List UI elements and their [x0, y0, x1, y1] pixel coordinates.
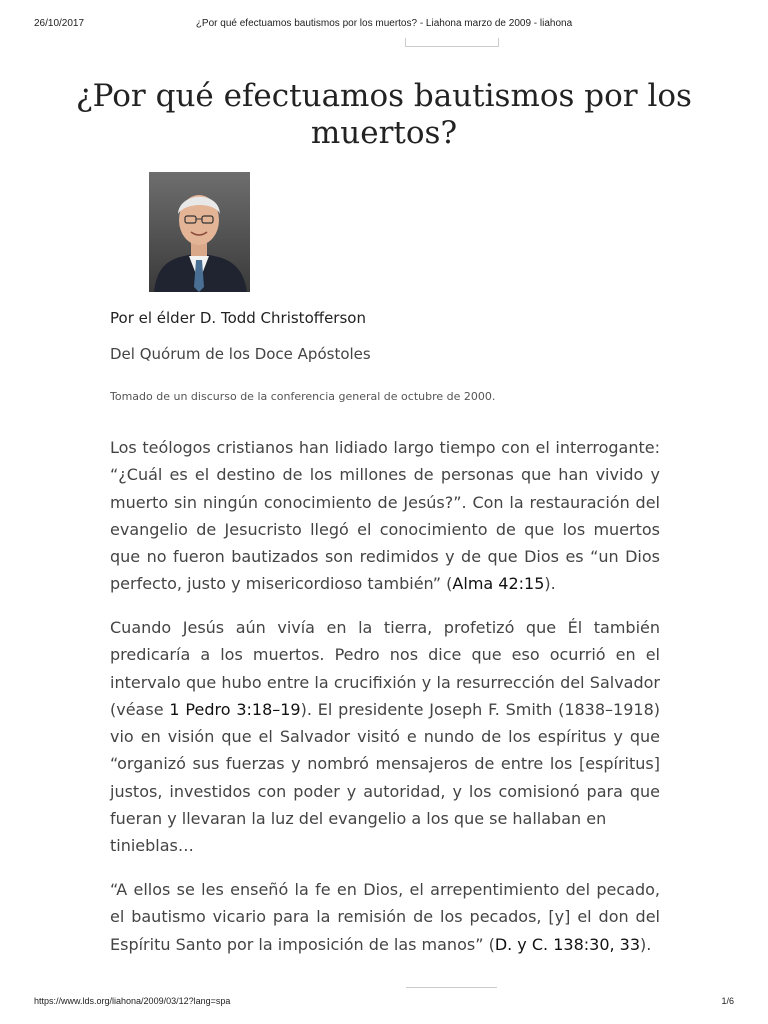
- paragraph-2: [110, 614, 660, 860]
- scripture-link-alma[interactable]: Alma 42:15: [452, 574, 545, 594]
- print-date: 26/10/2017: [34, 18, 85, 29]
- author-portrait: [149, 172, 250, 292]
- paragraph-3-end: ).: [640, 934, 652, 954]
- paragraph-1: [110, 434, 660, 598]
- scripture-link-1-pedro[interactable]: 1 Pedro 3:18–19: [169, 699, 301, 719]
- print-url[interactable]: https://www.lds.org/liahona/2009/03/12?lang=spa: [34, 996, 231, 1006]
- article-author: Por el élder D. Todd Christofferson: [110, 309, 366, 327]
- header-tab-decoration: [405, 38, 499, 47]
- print-page-title: ¿Por qué efectuamos bautismos por los muertos? - Liahona marzo de 2009 - liahona: [195, 18, 573, 29]
- paragraph-3-text: “A ellos se les enseñó la fe en Dios, el arrepentimiento del pecado, el bautismo vicario para la remisión de los pecados, [y] el don del Espíritu Santo por la imposición de las manos” (: [110, 880, 660, 954]
- article-source-note: Tomado de un discurso de la conferencia general de octubre de 2000.: [110, 390, 496, 403]
- paragraph-1-end: ).: [544, 574, 556, 594]
- page-number: 1/6: [721, 996, 734, 1006]
- author-role: Del Quórum de los Doce Apóstoles: [110, 345, 371, 363]
- paragraph-2-last-line: tinieblas…: [110, 836, 194, 856]
- footer-divider: [406, 987, 497, 988]
- scripture-link-dyc[interactable]: D. y C. 138:30, 33: [494, 934, 641, 954]
- paragraph-2-text-a: Cuando Jesús aún vivía en la tierra, profetizó que Él también predicaría a los muertos. Pedro nos dice que eso ocurrió en el intervalo que hubo entre la crucifixión y la resurrección del Salvador (véase: [110, 618, 660, 719]
- paragraph-2-text-b: ). El presidente Joseph F. Smith (1838–1918) vio en visión que el Salvador visitó e nundo de los espíritus y que “organizó sus fuerzas y nombró mensajeros de entre los [espíritus] justos, investidos con poder y autoridad, y los comisionó para que fueran y llevaran la luz del evangelio a los que se hallaban en: [110, 699, 660, 829]
- paragraph-1-text: Los teólogos cristianos han lidiado largo tiempo con el interrogante: “¿Cuál es el destino de los millones de personas que han vivido y muerto sin ningún conocimiento de Jesús?”. Con la restauración del evangelio de Jesucristo llegó el conocimiento de que los muertos que no fueron bautizados son redimidos y de que Dios es “un Dios perfecto, justo y misericordioso también” (: [110, 438, 660, 594]
- article-title: ¿Por qué efectuamos bautismos por los muertos?: [76, 78, 692, 151]
- paragraph-3: [110, 876, 660, 958]
